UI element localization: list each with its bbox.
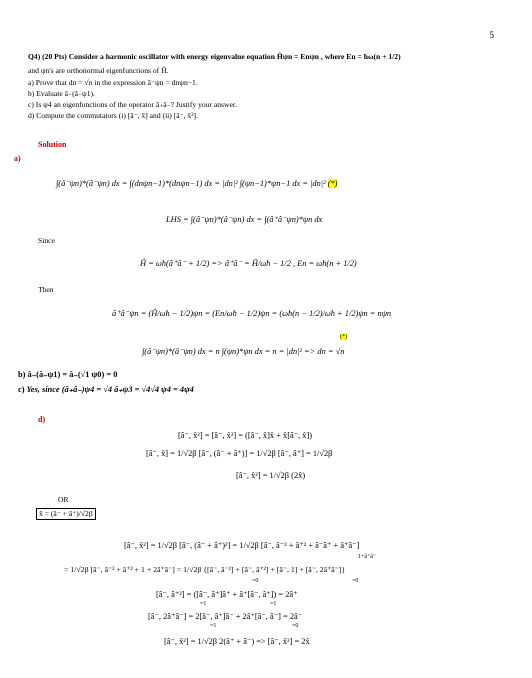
part-d-line4: [â⁻, x̂²] = 1/√2β [â⁻, (â⁻ + â⁺)²] = 1/√2β [â⁻, â⁻² + â⁺² + â⁻â⁺ + â⁺â⁻] xyxy=(124,541,360,550)
part-d-line6: [â⁻, â⁺²] = ([â⁻, â⁺]â⁺ + â⁺[â⁻, â⁺]) = 2â⁺ xyxy=(156,590,298,599)
equation-5-tag: (*) xyxy=(340,334,347,340)
equation-1 xyxy=(56,178,337,188)
then-label: Then xyxy=(38,285,54,294)
or-label: OR xyxy=(58,495,69,504)
equation-3: Ĥ = ωħ(â⁺â⁻ + 1/2) => â⁺â⁻ = Ĥ/ωħ − 1/2 , En = ωħ(n + 1/2) xyxy=(140,259,357,268)
question-line2: and ψn's are orthonormal eigenfunctions of Ĥ. xyxy=(28,66,169,75)
part-d-line3: [â⁻, x̂²] = 1/√2β (2x̂) xyxy=(236,471,306,480)
part-c-label: c) xyxy=(18,385,25,394)
question-part-c: c) Is ψ4 an eigenfunctions of the operator â₊â₋? Justify your answer. xyxy=(28,100,237,109)
question-part-d: d) Compute the commutators (i) [â⁻, x̂] and (ii) [â⁻, x̂²]. xyxy=(28,111,198,120)
part-d-line2: [â⁻, x̂] = 1/√2β [â⁻, (â⁻ + â⁺)] = 1/√2β [â⁻, â⁺] = 1/√2β xyxy=(146,449,333,458)
part-d-line8: [â⁻, x̂²] = 1/√2β 2(â⁺ + â⁻) => [â⁻, x̂²] = 2x̂ xyxy=(164,637,310,646)
question-title xyxy=(28,52,401,62)
part-d-line6-note-1: =1 xyxy=(200,601,207,607)
question-title-text: Q4) (20 Pts) Consider a harmonic oscillator with energy eigenvalue equation Ĥψn = Enψn , where En = ħω(n + 1/2) xyxy=(28,52,401,61)
solution-heading: Solution xyxy=(38,140,67,149)
part-d-line4-note: 1+â⁺â⁻ xyxy=(358,554,377,560)
page-number: 5 xyxy=(489,30,494,40)
x-operator-definition: x̂ = (â⁻ + â⁺)/√2β xyxy=(36,508,96,520)
part-d-line6-note-2: =1 xyxy=(270,601,277,607)
equation-1-tag: (*) xyxy=(327,179,338,188)
part-d-line5-note-2: =0 xyxy=(352,578,359,584)
part-d-line7: [â⁻, 2â⁺â⁻] = 2[â⁻, â⁺]â⁻ + 2â⁺[â⁻, â⁻] = 2â⁻ xyxy=(148,612,303,621)
part-d-line5-note-1: =0 xyxy=(252,578,259,584)
question-part-a: a) Prove that dn = √n in the expression â⁻ψn = dnψn−1. xyxy=(28,78,198,87)
part-c-text: Yes, since (â₊â₋)ψ4 = √4 â₊ψ3 = √4√4 ψ4 = 4ψ4 xyxy=(26,385,194,394)
part-d-line7-note-1: =1 xyxy=(210,623,217,629)
equation-1-text: ∫(â⁻ψn)*(â⁻ψn) dx = ∫(dnψn−1)*(dnψn−1) dx = |dn|² ∫(ψn−1)*ψn−1 dx = |dn|² xyxy=(56,179,326,188)
equation-4: â⁺â⁻ψn = (Ĥ/ωħ − 1/2)ψn = (En/ωħ − 1/2)ψn = (ωħ(n − 1/2)/ωħ + 1/2)ψn = nψn xyxy=(112,309,392,318)
part-d-line5: = 1/√2β [â⁻, â⁻² + â⁺² + 1 + 2â⁺â⁻] = 1/√2β {[â⁻, â⁻²] + [â⁻, â⁺²] + [â⁻, 1] + [â⁻, 2â⁺â⁻]} xyxy=(64,565,346,574)
part-a-label: a) xyxy=(14,154,21,163)
part-d-line1: [â⁻, x̂²] = [â⁻, x̂²] = ([â⁻, x̂]x̂ + x̂[â⁻, x̂]) xyxy=(178,431,313,440)
part-d-line7-note-2: =0 xyxy=(292,623,299,629)
part-b-answer: b) â₋(â₋ψ1) = â₋(√1 ψ0) = 0 xyxy=(18,370,118,379)
question-part-b: b) Evaluate â₋(â₋ψ1). xyxy=(28,89,95,98)
part-c-answer xyxy=(18,384,194,394)
since-label: Since xyxy=(38,236,55,245)
part-d-label: d) xyxy=(38,415,46,424)
equation-2: LHS = ∫(â⁻ψn)*(â⁻ψn) dx = ∫(â⁺â⁻ψn)*ψn dx xyxy=(166,215,323,224)
equation-5: ∫(â⁻ψn)*(â⁻ψn) dx = n ∫(ψn)*ψn dx = n = |dn|² => dn = √n xyxy=(142,347,345,356)
